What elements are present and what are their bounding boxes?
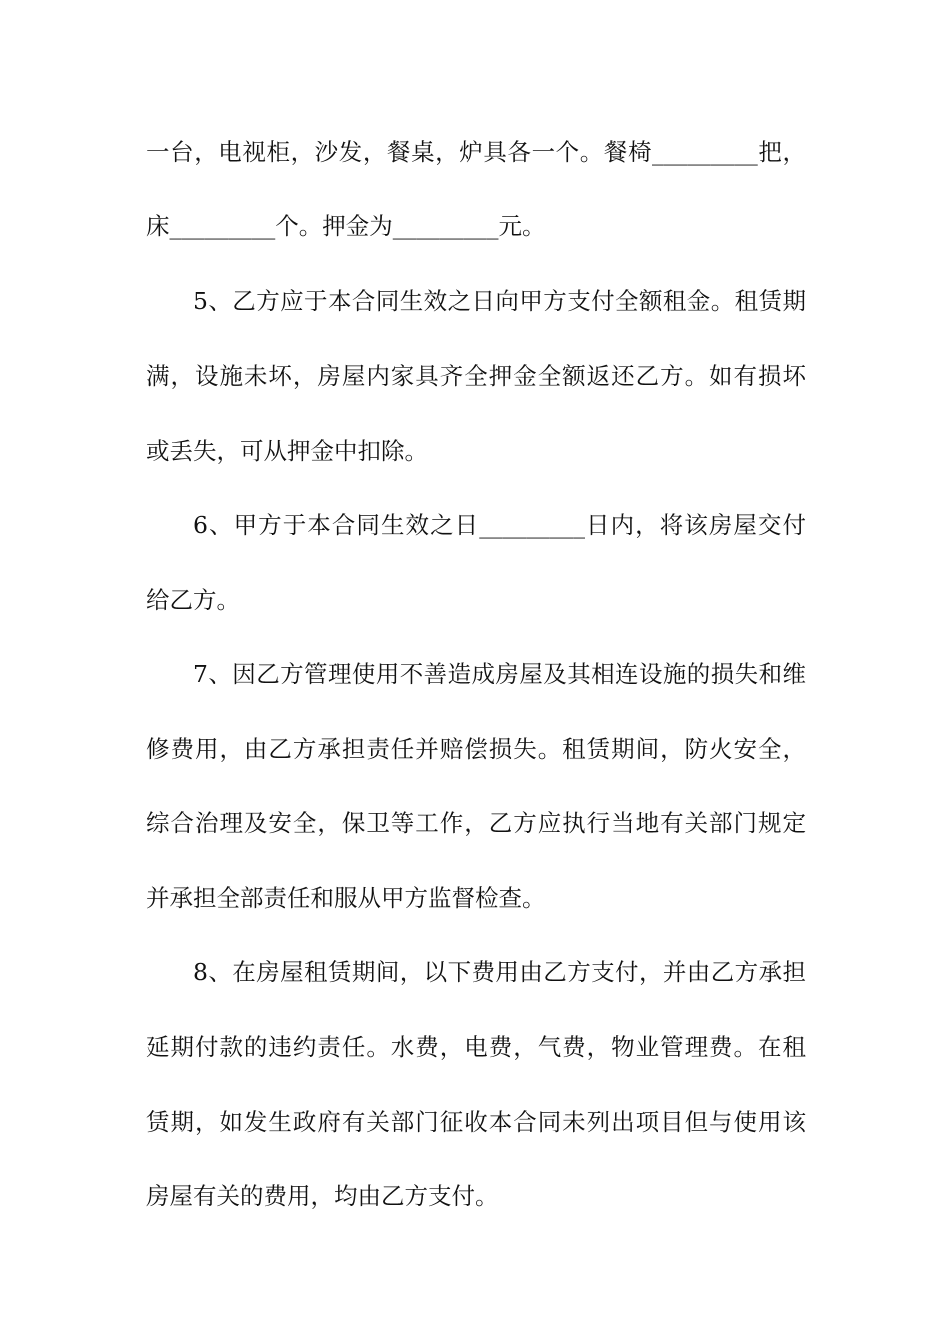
- clause-7-line-1: 7、因乙方管理使用不善造成房屋及其相连设施的损失和维: [193, 660, 806, 688]
- text-line-1: 一台，电视柜，沙发，餐桌，炉具各一个。餐椅_________把，: [146, 138, 806, 166]
- clause-6-line-2: 给乙方。: [146, 586, 240, 614]
- clause-8-line-3: 赁期，如发生政府有关部门征收本合同未列出项目但与使用该: [146, 1108, 806, 1136]
- clause-6-line-1: 6、甲方于本合同生效之日_________日内，将该房屋交付: [193, 511, 806, 539]
- clause-7-line-4: 并承担全部责任和服从甲方监督检查。: [146, 884, 546, 912]
- clause-5-line-3: 或丢失，可从押金中扣除。: [146, 437, 428, 465]
- clause-7-line-3: 综合治理及安全，保卫等工作，乙方应执行当地有关部门规定: [146, 809, 806, 837]
- text-line-2: 床_________个。押金为_________元。: [146, 212, 546, 240]
- clause-8-line-1: 8、在房屋租赁期间，以下费用由乙方支付，并由乙方承担: [193, 958, 806, 986]
- clause-8-line-2: 延期付款的违约责任。水费，电费，气费，物业管理费。在租: [146, 1033, 806, 1061]
- clause-5-line-2: 满，设施未坏，房屋内家具齐全押金全额返还乙方。如有损坏: [146, 362, 806, 390]
- clause-8-line-4: 房屋有关的费用，均由乙方支付。: [146, 1182, 499, 1210]
- clause-7-line-2: 修费用，由乙方承担责任并赔偿损失。租赁期间，防火安全，: [146, 735, 806, 763]
- clause-5-line-1: 5、乙方应于本合同生效之日向甲方支付全额租金。租赁期: [193, 287, 806, 315]
